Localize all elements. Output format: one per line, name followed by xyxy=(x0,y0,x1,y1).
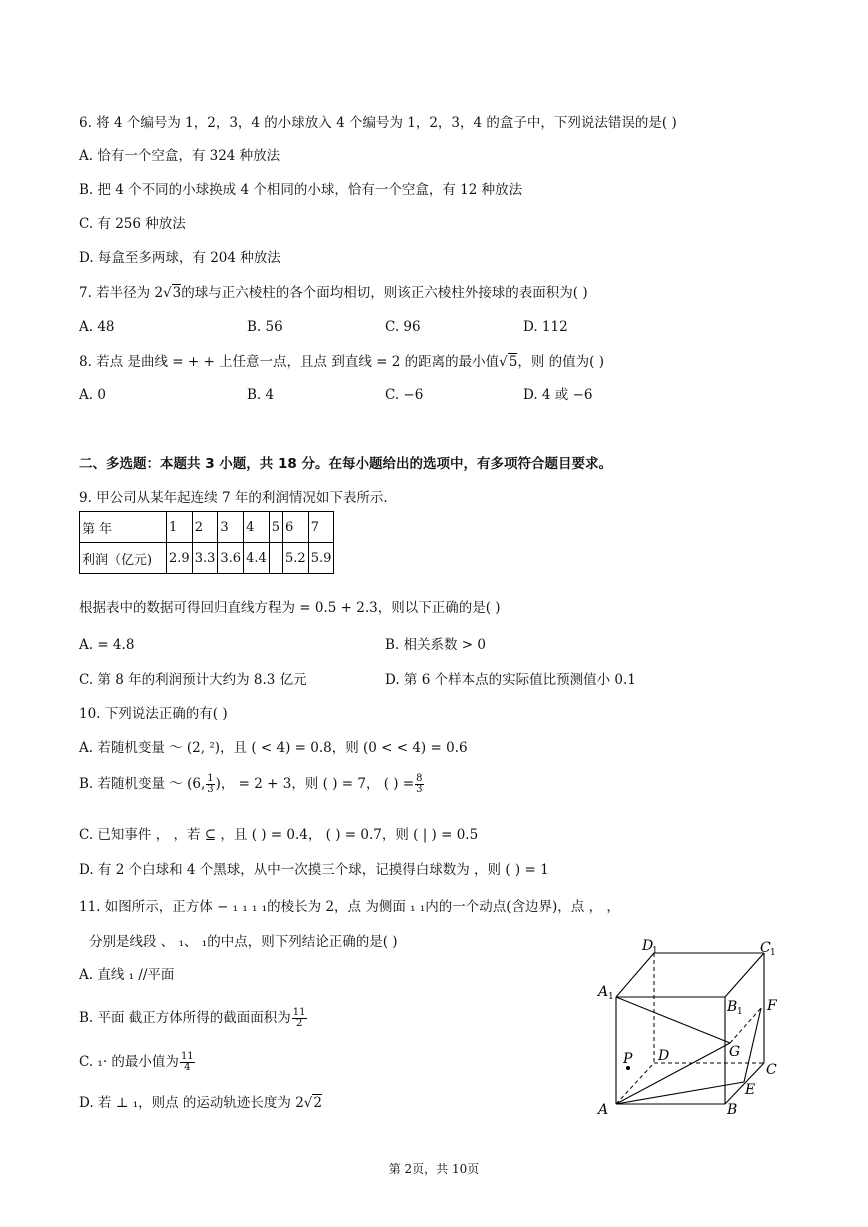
q6-option-b: B. 把 4 个不同的小球换成 4 个相同的小球，恰有一个空盒，有 12 种放法 xyxy=(79,182,523,198)
q8-stem: 8. 若点 是曲线 = + + 上任意一点，且点 到直线 = 2 的距离的最小值√5，则 的值为( ) xyxy=(79,354,604,370)
q11-radicand: 2 xyxy=(313,1095,322,1111)
fraction: $\frac{11}{4}$ xyxy=(180,1051,194,1073)
label-c1: C xyxy=(760,940,771,956)
q11-option-c: C. ₁· 的最小值为 $\frac{11}{4}$ xyxy=(79,1051,194,1073)
q8-option-b: B. 4 xyxy=(247,387,275,403)
table-header-year: 第 年 xyxy=(80,512,167,543)
q10-option-d: D. 有 2 个白球和 4 个黑球，从中一次摸三个球，记摸得白球数为 ，则 ( ) = 1 xyxy=(79,862,549,878)
label-b: B xyxy=(727,1102,738,1118)
table-cell: 4 xyxy=(244,512,270,543)
q9-regression-text: 根据表中的数据可得回归直线方程为 = 0.5 + 2.3，则以下正确的是( ) xyxy=(79,600,501,616)
svg-text:1: 1 xyxy=(608,992,614,1002)
q10-option-a: A. 若随机变量 ～ (2, ²)，且 ( < 4) = 0.8，则 (0 < < 4) = 0.6 xyxy=(79,740,468,756)
q7-option-b: B. 56 xyxy=(247,319,283,335)
table-header-profit: 利润（亿元) xyxy=(80,543,167,574)
page-footer: 第 2页，共 10页 xyxy=(388,1162,480,1176)
svg-text:1: 1 xyxy=(737,1007,743,1017)
q7-radicand: 3 xyxy=(172,285,182,301)
q7-stem: 7. 若半径为 2√3的球与正六棱柱的各个面均相切，则该正六棱柱外接球的表面积为( ) xyxy=(79,285,588,301)
fraction: $\frac{11}{2}$ xyxy=(292,1007,306,1029)
label-a: A xyxy=(598,1102,609,1118)
q10-stem: 10. 下列说法正确的有( ) xyxy=(79,706,228,722)
q8-option-a: A. 0 xyxy=(79,387,106,403)
table-cell: 5.9 xyxy=(308,543,334,574)
section-2-heading: 二、多选题：本题共 3 小题，共 18 分。在每小题给出的选项中，有多项符合题目要求。 xyxy=(79,456,612,472)
table-cell: 5 xyxy=(269,512,282,543)
profit-table xyxy=(79,511,334,574)
table-cell: 3.6 xyxy=(218,543,244,574)
label-b1: B xyxy=(727,999,738,1015)
q7-option-c: C. 96 xyxy=(385,319,421,335)
q6-option-d: D. 每盒至多两球，有 204 种放法 xyxy=(79,250,281,266)
q8-option-c: C. −6 xyxy=(385,387,424,403)
q10-option-b: B. 若随机变量 ～ (6, $\frac{1}{3}$ )， = 2 + 3，则 ( ) = 7， ( ) = $\frac{8}{3}$ xyxy=(79,773,423,795)
q6-stem: 6. 将 4 个编号为 1，2，3，4 的小球放入 4 个编号为 1，2，3，4 的盒子中，下列说法错误的是( ) xyxy=(79,115,677,131)
label-c: C xyxy=(766,1062,777,1078)
label-e: E xyxy=(745,1082,756,1098)
table-cell: 6 xyxy=(283,512,309,543)
svg-text:1: 1 xyxy=(770,948,776,958)
table-cell: 1 xyxy=(167,512,193,543)
q11-stem-line1: 11. 如图所示，正方体 − ₁ ₁ ₁ ₁的棱长为 2，点 为侧面 ₁ ₁内的一个动点(含边界)，点 ， ， xyxy=(79,899,620,915)
table-cell: 2.9 xyxy=(167,543,193,574)
table-cell: 7 xyxy=(308,512,334,543)
q6-option-a: A. 恰有一个空盒，有 324 种放法 xyxy=(79,148,281,164)
cube-figure xyxy=(590,930,790,1120)
q11-option-a: A. 直线 ₁ //平面 xyxy=(79,967,175,983)
table-row-profit xyxy=(80,543,334,574)
label-d: D xyxy=(658,1048,670,1064)
label-f: F xyxy=(767,998,777,1014)
q8-option-d: D. 4 或 −6 xyxy=(523,387,593,403)
table-cell: 4.4 xyxy=(244,543,270,574)
q9-option-a: A. = 4.8 xyxy=(79,637,135,653)
q6-option-c: C. 有 256 种放法 xyxy=(79,216,186,232)
q9-stem: 9. 甲公司从某年起连续 7 年的利润情况如下表所示. xyxy=(79,490,388,506)
q7-option-a: A. 48 xyxy=(79,319,115,335)
table-cell: 2 xyxy=(192,512,218,543)
fraction: $\frac{1}{3}$ xyxy=(207,773,214,795)
table-cell: 3.3 xyxy=(192,543,218,574)
table-row-year xyxy=(80,512,334,543)
svg-text:1: 1 xyxy=(652,946,658,956)
q11-stem-line2: 分别是线段 、 ₁、 ₁的中点，则下列结论正确的是( ) xyxy=(89,934,398,950)
label-g: G xyxy=(729,1044,741,1060)
label-a1: A xyxy=(598,984,609,1000)
q11-option-d: D. 若 ⊥ ₁，则点 的运动轨迹长度为 2√2 xyxy=(79,1095,322,1111)
q10-option-c: C. 已知事件 ， ，若 ⊆ ，且 ( ) = 0.4， ( ) = 0.7，则 ( | ) = 0.5 xyxy=(79,827,479,843)
q7-option-d: D. 112 xyxy=(523,319,568,335)
table-cell: 5.2 xyxy=(283,543,309,574)
label-p: P xyxy=(623,1051,633,1067)
label-d1: D xyxy=(642,938,654,954)
fraction: $\frac{8}{3}$ xyxy=(416,773,423,795)
q8-radicand: 5 xyxy=(508,354,518,370)
table-cell: 3 xyxy=(218,512,244,543)
table-cell xyxy=(269,543,282,574)
q9-option-b: B. 相关系数 > 0 xyxy=(385,637,486,653)
q11-option-b: B. 平面 截正方体所得的截面面积为 $\frac{11}{2}$ xyxy=(79,1007,306,1029)
q9-option-d: D. 第 6 个样本点的实际值比预测值小 0.1 xyxy=(385,672,636,688)
q9-option-c: C. 第 8 年的利润预计大约为 8.3 亿元 xyxy=(79,672,307,688)
